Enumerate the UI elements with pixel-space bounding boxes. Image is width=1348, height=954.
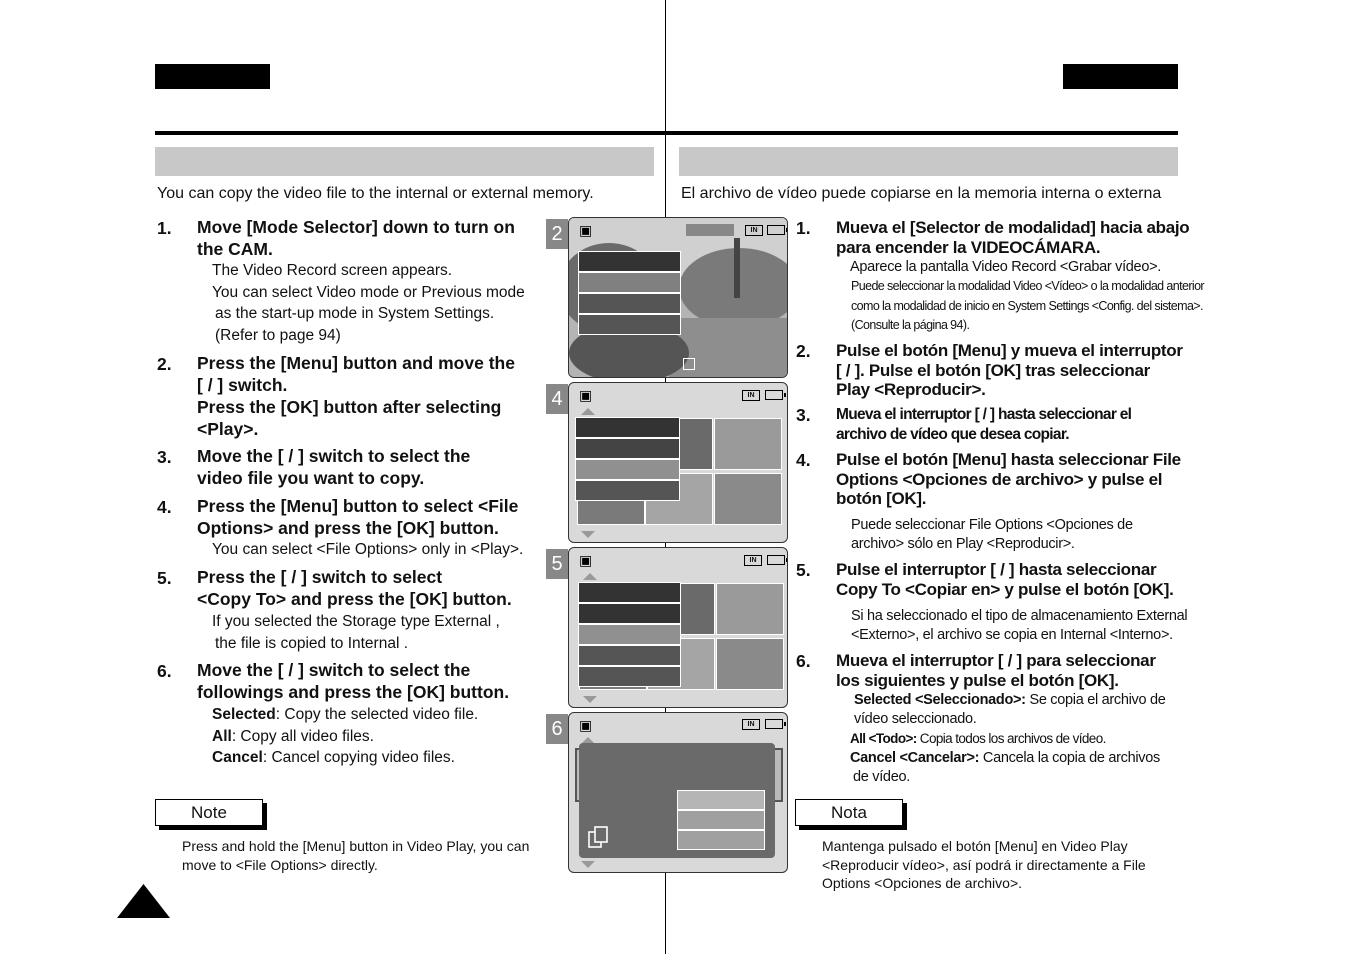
sub-line: Puede seleccionar File Options <Opciones de	[851, 517, 1133, 533]
step-line: Mueva el [Selector de modalidad] hacia abajo	[836, 218, 1190, 237]
option-item	[212, 704, 478, 726]
screen-badge: 5	[546, 549, 568, 579]
battery-icon	[765, 390, 783, 400]
focus-box	[683, 358, 695, 370]
battery-icon	[767, 555, 785, 565]
video-camera-icon: ▣	[579, 552, 593, 568]
step-sub	[851, 607, 1187, 645]
menu-item[interactable]	[578, 293, 681, 314]
menu-item[interactable]	[578, 272, 681, 293]
note-line: move to <File Options> directly.	[182, 856, 378, 873]
small-line: como la modalidad de inicio en System Settings <Config. del sistema>.	[851, 298, 1203, 313]
video-thumbnail[interactable]	[714, 418, 782, 470]
menu-item[interactable]	[578, 314, 681, 335]
step-line: Press the [Menu] button and move the	[197, 353, 515, 373]
sub-line: <Externo>, el archivo se copia en Internal <Interno>.	[851, 627, 1173, 643]
screen-play-thumbnails	[568, 382, 788, 543]
option-item	[850, 749, 1160, 787]
dialog-option[interactable]	[677, 790, 765, 810]
option-desc: : Cancel copying video files.	[262, 749, 455, 766]
sub-line: You can select Video mode or Previous mode	[212, 283, 525, 301]
menu-item[interactable]	[575, 459, 680, 480]
option-item	[850, 729, 1106, 748]
option-desc: : Copy the selected video file.	[275, 706, 479, 723]
option-term: Cancel	[212, 749, 263, 766]
menu-item[interactable]	[578, 666, 681, 687]
menu-item[interactable]	[578, 582, 681, 603]
note-line: Press and hold the [Menu] button in Video Play, you can	[182, 838, 530, 854]
screen-file-options	[568, 547, 788, 708]
step-text	[836, 450, 1181, 509]
step-sub	[212, 611, 500, 654]
header-rule-right	[666, 131, 1178, 135]
copy-icon	[587, 826, 609, 850]
note-label: Note	[155, 799, 263, 826]
step-line: Options <Opciones de archivo> y pulse el	[836, 469, 1163, 489]
step-line: Mueva el interruptor [ / ] hasta seleccionar el	[836, 406, 1132, 423]
step-line: Pulse el botón [Menu] y mueva el interruptor	[836, 341, 1183, 360]
step-text	[836, 405, 1131, 444]
intro-text-es: El archivo de vídeo puede copiarse en la memoria interna o externa	[681, 185, 1162, 202]
sub-line: archivo> sólo en Play <Reproducir>.	[851, 536, 1075, 552]
sub-line: (Refer to page 94)	[215, 326, 341, 344]
memory-card-icon: IN	[742, 390, 760, 401]
section-title-bar-left	[155, 147, 654, 176]
option-term: All	[212, 727, 232, 745]
step-text	[836, 651, 1156, 690]
step-line: Press the [Menu] button to select <File	[197, 496, 519, 516]
step-number: 3.	[796, 405, 811, 425]
status-panel	[686, 224, 734, 236]
screen-badge: 6	[546, 714, 568, 744]
step-text	[197, 495, 518, 539]
screen-badge: 4	[546, 384, 568, 414]
step-line: Move the [ / ] switch to select the	[197, 446, 471, 466]
video-thumbnail[interactable]	[716, 583, 784, 635]
step-line: Move [Mode Selector] down to turn on	[197, 217, 515, 237]
step-text	[197, 216, 515, 260]
step-line: Pulse el botón [Menu] hasta seleccionar File	[836, 450, 1181, 469]
note-line: Mantenga pulsado el botón [Menu] en Video Play	[822, 838, 1128, 854]
sub-line: The Video Record screen appears.	[212, 262, 453, 279]
header-rule-left	[155, 131, 666, 135]
note-line: Options <Opciones de archivo>.	[822, 875, 1023, 891]
step-line: para encender la VIDEOCÁMARA.	[836, 237, 1101, 257]
step-text	[836, 218, 1189, 257]
step-small	[851, 277, 1204, 336]
step-number: 4.	[796, 450, 811, 470]
option-item	[212, 747, 478, 769]
option-item	[212, 726, 478, 748]
step-line: Mueva el interruptor [ / ] para seleccionar	[836, 651, 1156, 670]
step-line: Pulse el interruptor [ / ] hasta seleccionar	[836, 560, 1157, 579]
memory-card-icon: IN	[744, 555, 762, 566]
menu-item[interactable]	[575, 417, 680, 438]
header-block-left	[155, 64, 270, 89]
option-term: Selected	[212, 706, 276, 723]
step-text	[197, 352, 515, 440]
dialog-option[interactable]	[677, 810, 765, 830]
option-list	[212, 704, 478, 769]
step-line: Press the [ / ] switch to select	[197, 567, 443, 587]
menu-item[interactable]	[578, 624, 681, 645]
option-term: All <Todo>:	[850, 731, 917, 746]
step-line: Press the [OK] button after selecting	[197, 397, 502, 417]
menu-item[interactable]	[578, 251, 681, 272]
option-item	[854, 691, 1166, 729]
memory-card-icon: IN	[745, 225, 763, 236]
scroll-down-icon[interactable]	[581, 861, 595, 868]
step-number: 6.	[796, 651, 811, 671]
step-line: video file you want to copy.	[197, 468, 425, 488]
option-desc: : Copy all video files.	[231, 727, 374, 745]
screen-copy-to	[568, 712, 788, 873]
video-camera-icon: ▣	[579, 717, 593, 733]
step-line: [ / ] switch.	[197, 375, 288, 395]
step-line: botón [OK].	[836, 489, 927, 508]
step-line: Copy To <Copiar en> y pulse el botón [OK].	[836, 579, 1174, 599]
step-text	[836, 560, 1174, 599]
step-text	[197, 445, 470, 489]
step-line: the CAM.	[197, 239, 273, 259]
option-term: Cancel <Cancelar>:	[850, 750, 980, 766]
scroll-up-icon[interactable]	[583, 573, 597, 580]
step-number: 6.	[157, 661, 172, 681]
screen-video-record	[568, 217, 788, 378]
screen-badge: 2	[546, 219, 568, 249]
option-desc: Se copia el archivo de	[1025, 692, 1166, 708]
step-line: [ / ]. Pulse el botón [OK] tras seleccionar	[836, 360, 1150, 380]
scroll-down-icon[interactable]	[583, 696, 597, 703]
menu-item[interactable]	[575, 438, 680, 459]
step-line: los siguientes y pulse el botón [OK].	[836, 670, 1119, 690]
page-corner-triangle	[117, 884, 170, 918]
dialog-option[interactable]	[677, 830, 765, 850]
step-number: 5.	[796, 560, 811, 580]
small-line: (Consulte la página 94).	[851, 318, 970, 332]
step-sub	[212, 260, 525, 346]
step-text	[197, 566, 512, 610]
step-number: 3.	[157, 447, 172, 467]
step-line: Move the [ / ] switch to select the	[197, 660, 471, 680]
scroll-up-icon[interactable]	[581, 408, 595, 415]
note-text	[182, 837, 529, 874]
step-line: Play <Reproducir>.	[836, 380, 986, 399]
menu-item[interactable]	[575, 480, 680, 501]
sub-line: the file is copied to Internal .	[215, 634, 409, 652]
step-line: archivo de vídeo que desea copiar.	[836, 425, 1069, 443]
sub-line: as the start-up mode in System Settings.	[215, 305, 495, 322]
memory-card-icon: IN	[742, 719, 760, 730]
sub-line: If you selected the Storage type External ,	[212, 613, 500, 630]
menu-item[interactable]	[578, 603, 681, 624]
step-number: 1.	[796, 218, 811, 238]
menu-item[interactable]	[578, 645, 681, 666]
option-desc: Cancela la copia de archivos	[979, 750, 1160, 766]
battery-icon	[767, 225, 785, 235]
step-number: 4.	[157, 497, 172, 517]
option-term: Selected <Seleccionado>:	[854, 692, 1026, 708]
section-title-bar-right	[679, 147, 1178, 176]
scroll-down-icon[interactable]	[581, 531, 595, 538]
header-block-right	[1063, 64, 1178, 89]
step-number: 2.	[796, 341, 811, 361]
step-line: Options> and press the [OK] button.	[197, 518, 499, 538]
step-line: followings and press the [OK] button.	[197, 682, 510, 702]
video-thumbnail[interactable]	[714, 473, 782, 525]
note-label: Nota	[795, 799, 903, 826]
option-desc: Copia todos los archivos de vídeo.	[916, 731, 1106, 746]
video-thumbnail[interactable]	[716, 638, 784, 690]
option-desc-cont: vídeo seleccionado.	[854, 711, 977, 727]
step-number: 5.	[157, 568, 172, 588]
intro-text-en: You can copy the video file to the internal or external memory.	[157, 185, 594, 202]
note-line: <Reproducir vídeo>, así podrá ir directamente a File	[822, 856, 1146, 873]
step-text	[197, 659, 509, 703]
step-number: 2.	[157, 354, 172, 374]
step-sub	[851, 516, 1133, 554]
sub-line: Si ha seleccionado el tipo de almacenamiento External	[851, 608, 1188, 624]
note-text	[822, 837, 1146, 893]
step-line: <Copy To> and press the [OK] button.	[197, 589, 512, 609]
step-text	[836, 341, 1183, 400]
step-line: <Play>.	[197, 419, 259, 439]
video-camera-icon: ▣	[579, 387, 593, 403]
option-desc-cont: de vídeo.	[853, 769, 910, 785]
video-camera-icon: ▣	[579, 222, 593, 238]
small-line: Puede seleccionar la modalidad Video <Vídeo> o la modalidad anterior	[851, 279, 1204, 293]
step-number: 1.	[157, 218, 172, 238]
battery-icon	[765, 719, 783, 729]
step-sub: Aparece la pantalla Video Record <Grabar vídeo>.	[850, 259, 1161, 275]
step-sub: You can select <File Options> only in <Play>.	[212, 541, 524, 558]
